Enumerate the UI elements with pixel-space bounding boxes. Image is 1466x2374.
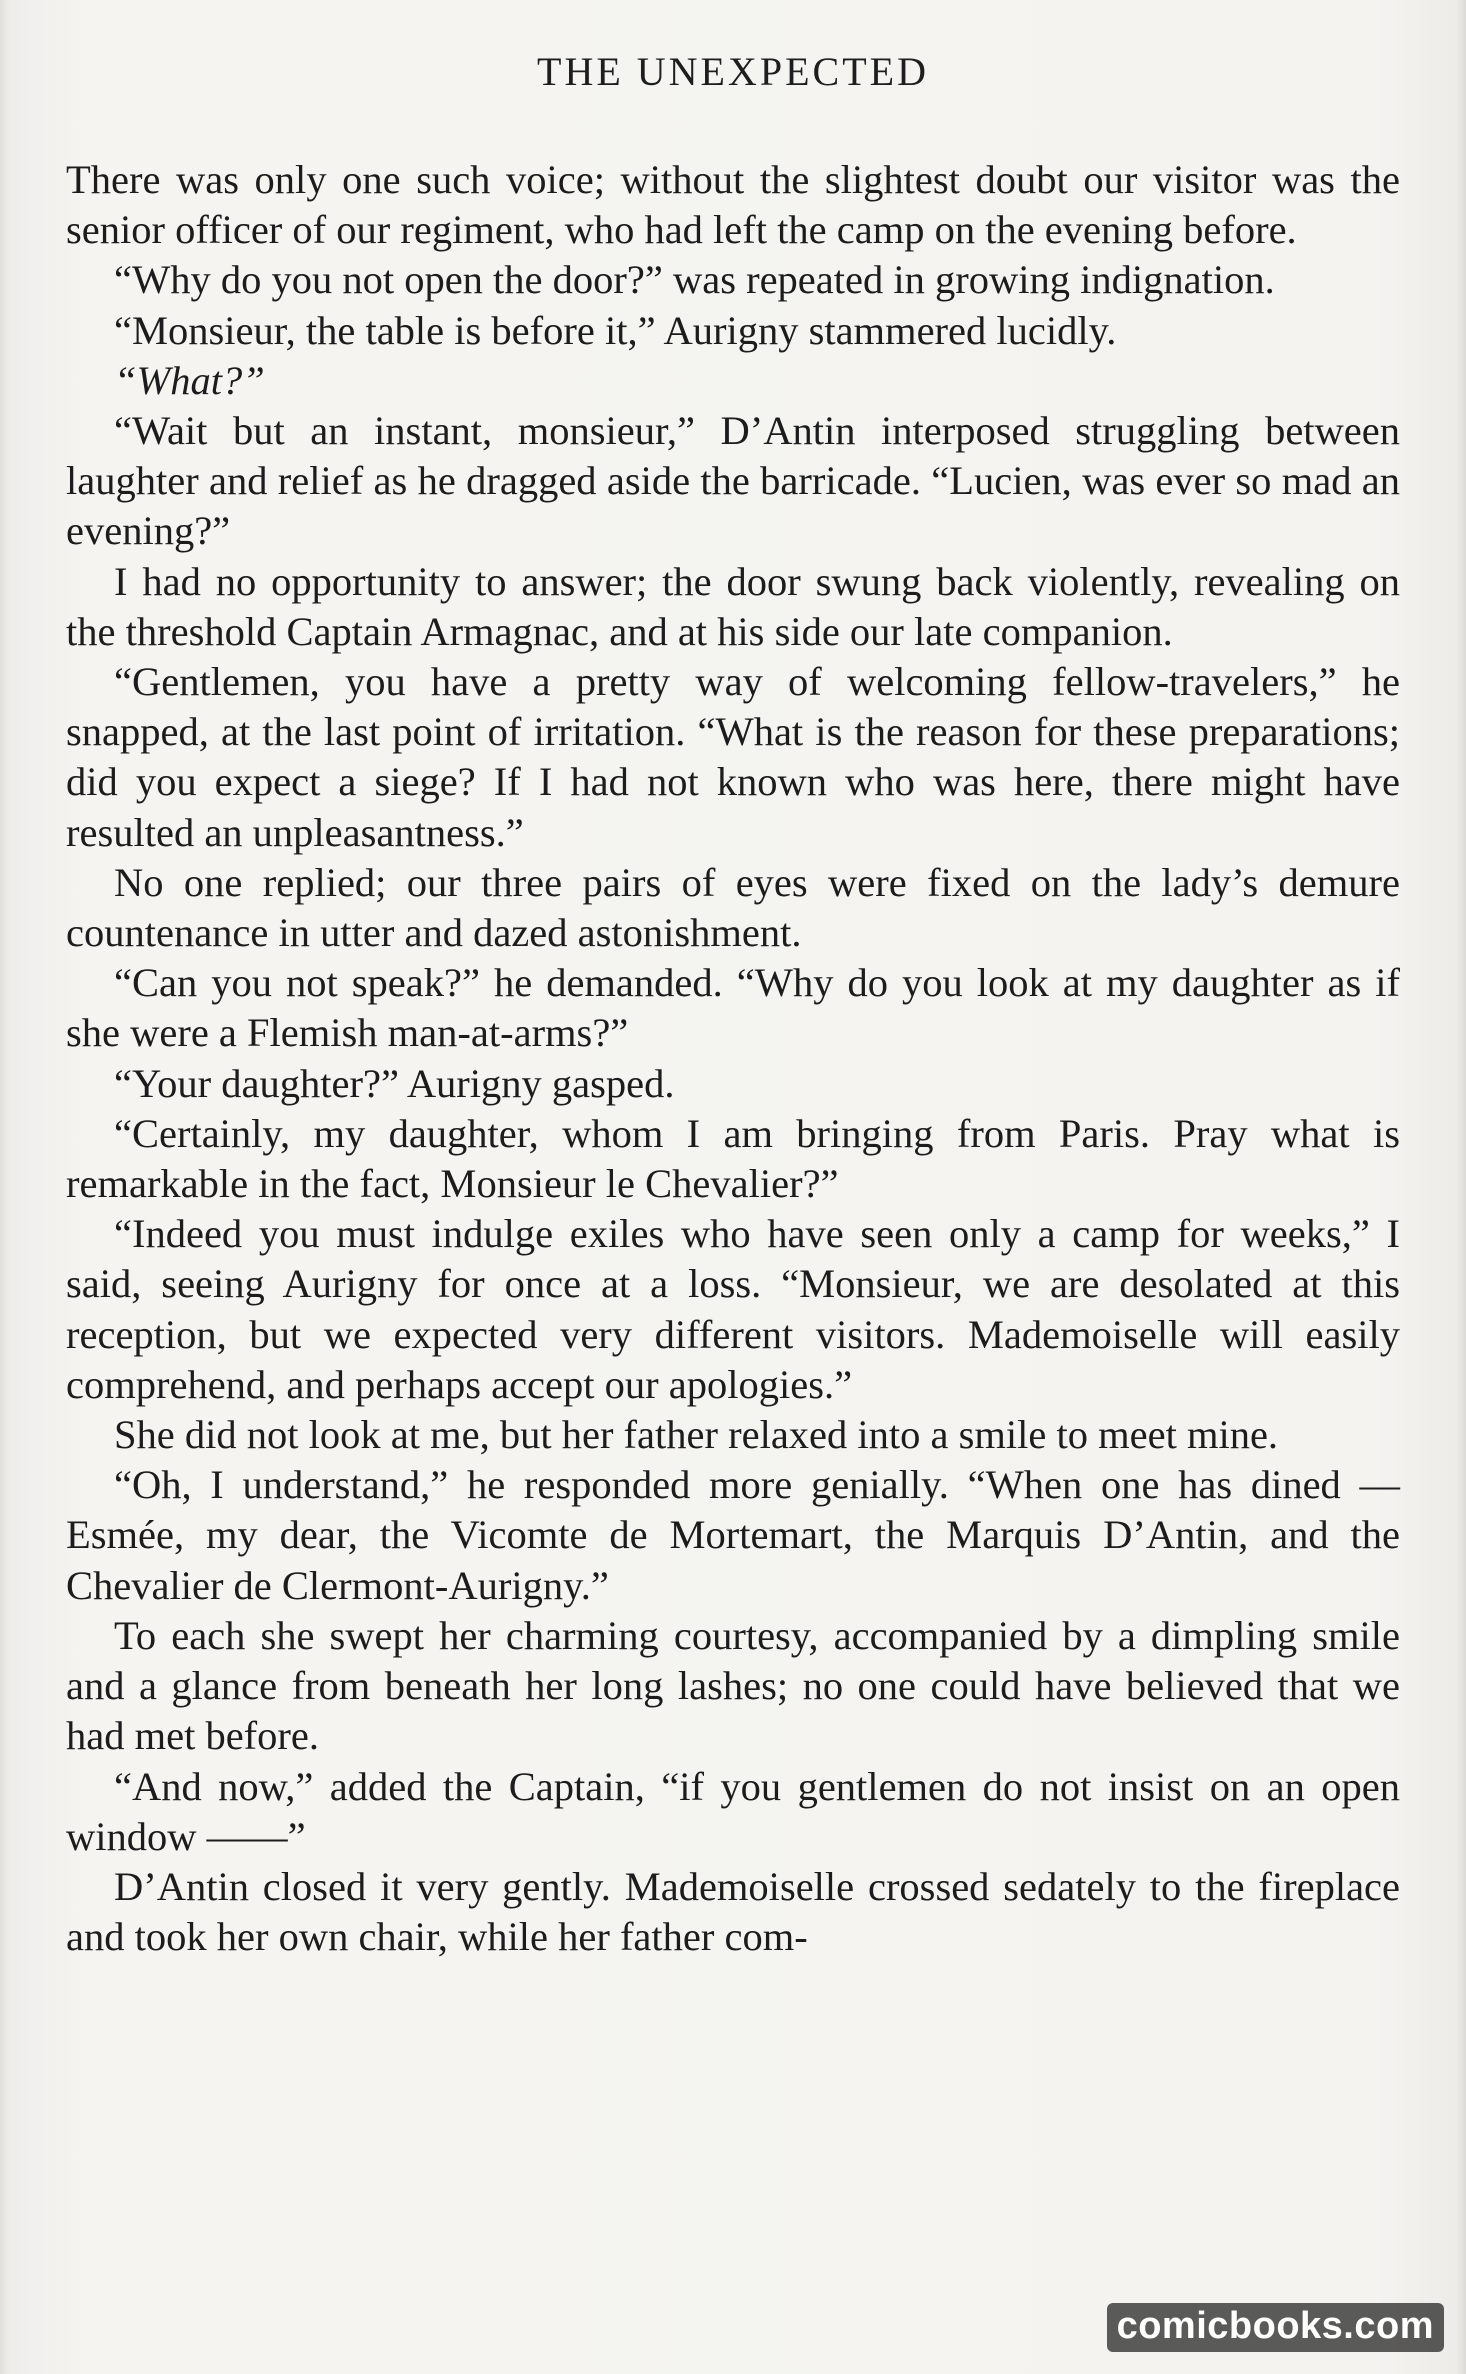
paragraph: “Why do you not open the door?” was repeated in growing indignation. — [114, 257, 1275, 303]
paragraph: “And now,” added the Captain, “if you gentlemen do not insist on an open window ——” — [66, 1763, 1400, 1859]
paragraph: “Monsieur, the table is before it,” Aurigny stammered lucidly. — [114, 307, 1117, 353]
paragraph: No one replied; our three pairs of eyes were fixed on the lady’s demure countenance in utter and dazed astonishment. — [66, 859, 1400, 956]
body-text — [66, 155, 1400, 1962]
paragraph: “What?” — [114, 357, 265, 403]
page-edge-left — [0, 0, 10, 2374]
paragraph: “Oh, I understand,” he responded more genially. “When one has dined — Esmée, my dear, the Vicomte de Mortemart, the Marquis D’Antin, and the Chevalier de Clermont-Aurigny.” — [66, 1462, 1400, 1608]
paragraph: “Your daughter?” Aurigny gasped. — [114, 1060, 675, 1106]
paragraph: “Wait but an instant, monsieur,” D’Antin interposed struggling between laughter and relief as he dragged aside the barricade. “Lucien, was ever so mad an evening?” — [66, 408, 1400, 554]
paragraph: She did not look at me, but her father relaxed into a smile to meet mine. — [114, 1412, 1279, 1458]
page-edge-right — [1456, 0, 1466, 2374]
watermark: comicbooks.com — [1107, 2303, 1444, 2352]
paragraph: D’Antin closed it very gently. Mademoiselle crossed sedately to the fireplace and took her own chair, while her father com- — [66, 1863, 1400, 1960]
paragraph: “Indeed you must indulge exiles who have seen only a camp for weeks,” I said, seeing Aurigny for once at a loss. “Monsieur, we are desolated at this reception, but we expected very different visitors. Mademoiselle will easily comprehend, and perhaps accept our apologies.” — [66, 1211, 1400, 1407]
paragraph: “Certainly, my daughter, whom I am bringing from Paris. Pray what is remarkable in the fact, Monsieur le Chevalier?” — [66, 1110, 1400, 1207]
paragraph: “Gentlemen, you have a pretty way of welcoming fellow-travelers,” he snapped, at the last point of irritation. “What is the reason for these preparations; did you expect a siege? If I had not known who was here, there might have resulted an unpleasantness.” — [66, 659, 1400, 855]
paragraph: There was only one such voice; without the slightest doubt our visitor was the senior officer of our regiment, who had left the camp on the evening before. — [66, 157, 1400, 253]
paragraph: I had no opportunity to answer; the door swung back violently, revealing on the threshold Captain Armagnac, and at his side our late companion. — [66, 558, 1400, 654]
running-head: THE UNEXPECTED — [537, 49, 929, 94]
paragraph: To each she swept her charming courtesy, accompanied by a dimpling smile and a glance from beneath her long lashes; no one could have believed that we had met before. — [66, 1612, 1400, 1759]
paragraph: “Can you not speak?” he demanded. “Why do you look at my daughter as if she were a Flemish man-at-arms?” — [66, 960, 1400, 1056]
